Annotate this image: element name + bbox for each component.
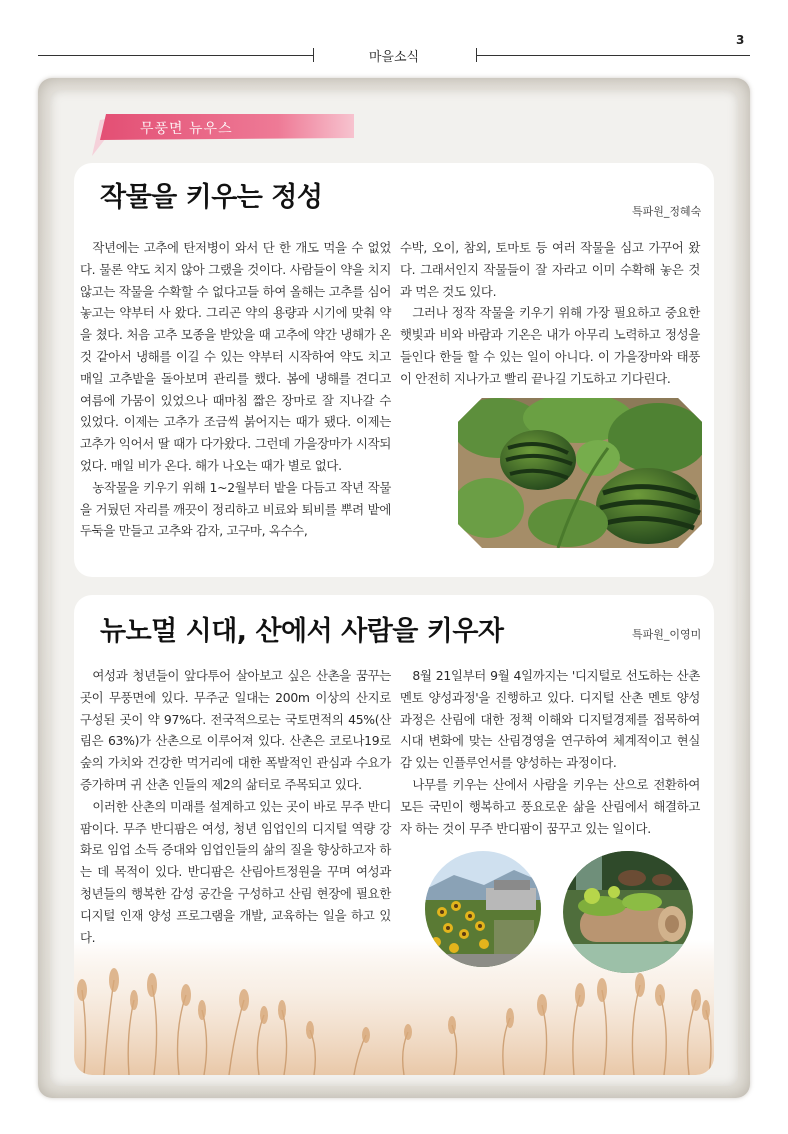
article1-byline: 특파원_정혜숙 bbox=[632, 205, 702, 218]
article1-paragraph: 수박, 오이, 참외, 토마토 등 여러 작물을 심고 가꾸어 왔다. 그래서인지 작물들이 잘 자라고 이미 수확해 놓은 것과 먹은 것도 있다. bbox=[400, 240, 700, 299]
article2-paragraph: 8월 21일부터 9월 4일까지는 '디지털로 선도하는 산촌 멘토 양성과정'을 진행하고 있다. 디지털 산촌 멘토 양성과정은 산림에 대한 정책 이해와 디지털경제를 접목하여 시대 변화에 맞는 산림경영을 연구하여 체계적이고 현실감 있는 인플루언서를 양성하는 과정이다. bbox=[400, 668, 700, 771]
watermelon-photo bbox=[458, 398, 702, 548]
header-rule-right bbox=[476, 55, 750, 56]
sunflower-garden-photo bbox=[424, 850, 542, 968]
article2-column-right bbox=[400, 665, 700, 839]
article2-paragraph: 여성과 청년들이 앞다투어 살아보고 싶은 산촌을 꿈꾸는 곳이 무풍면에 있다. 무주군 일대는 200m 이상의 산지로 구성된 곳이 약 97%다. 전국적으로는 국토면적의 45%(산림은 63%)가 산촌으로 이루어져 있다. 산촌은 코로나19로 숲의 가치와 건강한 먹거리에 대한 폭발적인 관심과 수요가 증가하며 귀 산촌 인들의 제2의 삶터로 주목되고 있다. bbox=[80, 668, 391, 792]
article1-headline: 작물을 키우는 정성 bbox=[100, 182, 323, 213]
article2-paragraph: 나무를 키우는 산에서 사람을 키우는 산으로 전환하여 모든 국민이 행복하고 풍요로운 삶을 산림에서 해결하고자 하는 것이 무주 반디팜이 꿈꾸고 있는 일이다. bbox=[400, 776, 700, 836]
article2-byline: 특파원_이영미 bbox=[632, 628, 702, 641]
article1-column-left bbox=[80, 237, 391, 542]
article1-paragraph: 농작물을 키우기 위해 1~2월부터 밭을 다듬고 작년 작물을 거뒀던 자리를 깨끗이 정리하고 비료와 퇴비를 뿌려 밭에 두둑을 만들고 고추와 감자, 고구마, 옥수수, bbox=[80, 479, 391, 539]
article2-headline: 뉴노멀 시대, 산에서 사람을 키우자 bbox=[100, 616, 504, 647]
section-tag-label: 무풍면 뉴우스 bbox=[140, 121, 233, 137]
article1-column-right bbox=[400, 237, 700, 390]
article2-column-left bbox=[80, 665, 391, 948]
article1-paragraph: 그러나 정작 작물을 키우기 위해 가장 필요하고 중요한 햇빛과 비와 바람과 기온은 내가 아무리 노력하고 정성을 들인다 한들 할 수 있는 일이 아니다. 이 가을장마와 태풍이 안전히 지나가고 빨리 끝나길 기도하고 기다린다. bbox=[400, 305, 700, 386]
article1-paragraph: 작년에는 고추에 탄저병이 와서 단 한 개도 먹을 수 없었다. 물론 약도 치지 않아 그랬을 것이다. 사람들이 약을 치지 않고는 작물을 수확할 수 없다고들 하여 올해는 고추를 심어 놓고는 약부터 사 왔다. 그리곤 약의 용량과 시기에 맞춰 약을 쳤다. 처음 고추 모종을 받았을 때 고추에 약간 냉해가 온 것 같아서 냉해를 이길 수 있는 약부터 시작하여 약도 치고 매일 고추밭을 돌아보며 관리를 했다. 봄에 냉해를 견디고 여름에 가뭄이 있었으나 때마침 짧은 장마로 잘 지나갈 수 있었다. 이제는 고추가 조금씩 붉어지는 때가 됐다. 이제는 고추가 익어서 딸 때가 다가왔다. 그런데 가을장마가 시작되었다. 매일 비가 온다. 해가 나오는 때가 별로 없다. bbox=[80, 240, 391, 473]
page-number: 3 bbox=[736, 33, 745, 47]
header-title: 마을소식 bbox=[368, 50, 420, 65]
section-tag bbox=[92, 114, 354, 156]
moss-log-photo bbox=[562, 850, 694, 974]
article2-paragraph: 이러한 산촌의 미래를 설계하고 있는 곳이 바로 무주 반디팜이다. 무주 반디팜은 여성, 청년 임업인의 디지털 역량 강화로 임업 소득 증대와 임업인들의 삶의 질을 향상하고자 하는 데 목적이 있다. 반디팜은 산림아트정원을 꾸며 여성과 청년들의 행복한 감성 공간을 구성하고 산림 현장에 필요한 디지털 인재 양성 프로그램을 개발, 교육하는 일을 하고 있다. bbox=[80, 798, 391, 945]
